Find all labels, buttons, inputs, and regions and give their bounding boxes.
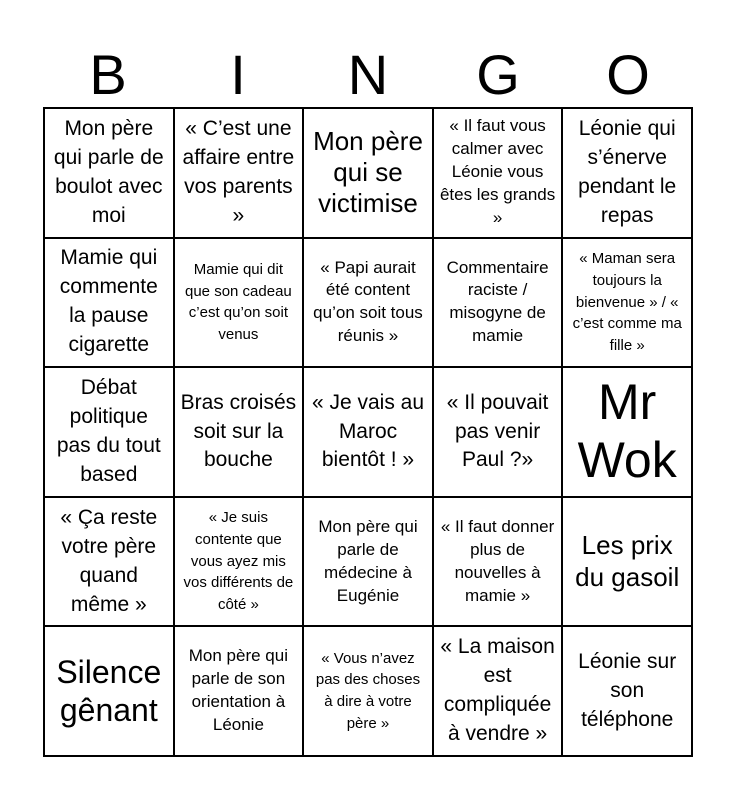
bingo-cell[interactable]: « Je suis contente que vous ayez mis vos différents de côté »	[174, 497, 304, 627]
bingo-cell[interactable]: « La maison est compliquée à vendre »	[433, 626, 563, 756]
bingo-cell[interactable]: Mr Wok	[562, 367, 692, 497]
bingo-cell[interactable]: Débat politique pas du tout based	[44, 367, 174, 497]
bingo-cell[interactable]: Mon père qui parle de médecine à Eugénie	[303, 497, 433, 627]
bingo-cell[interactable]: Léonie sur son téléphone	[562, 626, 692, 756]
bingo-cell[interactable]: Léonie qui s’énerve pendant le repas	[562, 108, 692, 238]
bingo-cell[interactable]: Mamie qui commente la pause cigarette	[44, 238, 174, 368]
bingo-cell[interactable]: Mon père qui se victimise	[303, 108, 433, 238]
bingo-cell[interactable]: Bras croisés soit sur la bouche	[174, 367, 304, 497]
bingo-cell[interactable]: « Je vais au Maroc bientôt ! »	[303, 367, 433, 497]
bingo-cell[interactable]: « Il faut donner plus de nouvelles à mamie »	[433, 497, 563, 627]
bingo-cell[interactable]: Mon père qui parle de son orientation à Léonie	[174, 626, 304, 756]
bingo-cell[interactable]: « Il faut vous calmer avec Léonie vous êtes les grands »	[433, 108, 563, 238]
header-letter-b: B	[89, 43, 127, 106]
bingo-cell[interactable]: « Maman sera toujours la bienvenue » / « c’est comme ma fille »	[562, 238, 692, 368]
bingo-cell[interactable]: « Ça reste votre père quand même »	[44, 497, 174, 627]
bingo-cell[interactable]: Commentaire raciste / misogyne de mamie	[433, 238, 563, 368]
bingo-cell[interactable]: Mamie qui dit que son cadeau c’est qu’on soit venus	[174, 238, 304, 368]
bingo-header	[43, 42, 693, 108]
header-letter-o: O	[606, 43, 650, 106]
bingo-cell[interactable]: Silence gênant	[44, 626, 174, 756]
bingo-cell[interactable]: « Il pouvait pas venir Paul ?»	[433, 367, 563, 497]
bingo-cell[interactable]: Les prix du gasoil	[562, 497, 692, 627]
header-letter-g: G	[476, 43, 520, 106]
bingo-grid	[43, 107, 693, 757]
bingo-cell[interactable]: Mon père qui parle de boulot avec moi	[44, 108, 174, 238]
bingo-cell[interactable]: « Vous n’avez pas des choses à dire à votre père »	[303, 626, 433, 756]
header-letter-n: N	[347, 43, 389, 106]
bingo-cell[interactable]: « Papi aurait été content qu’on soit tous réunis »	[303, 238, 433, 368]
bingo-cell[interactable]: « C’est une affaire entre vos parents »	[174, 108, 304, 238]
header-letter-i: I	[230, 43, 246, 106]
